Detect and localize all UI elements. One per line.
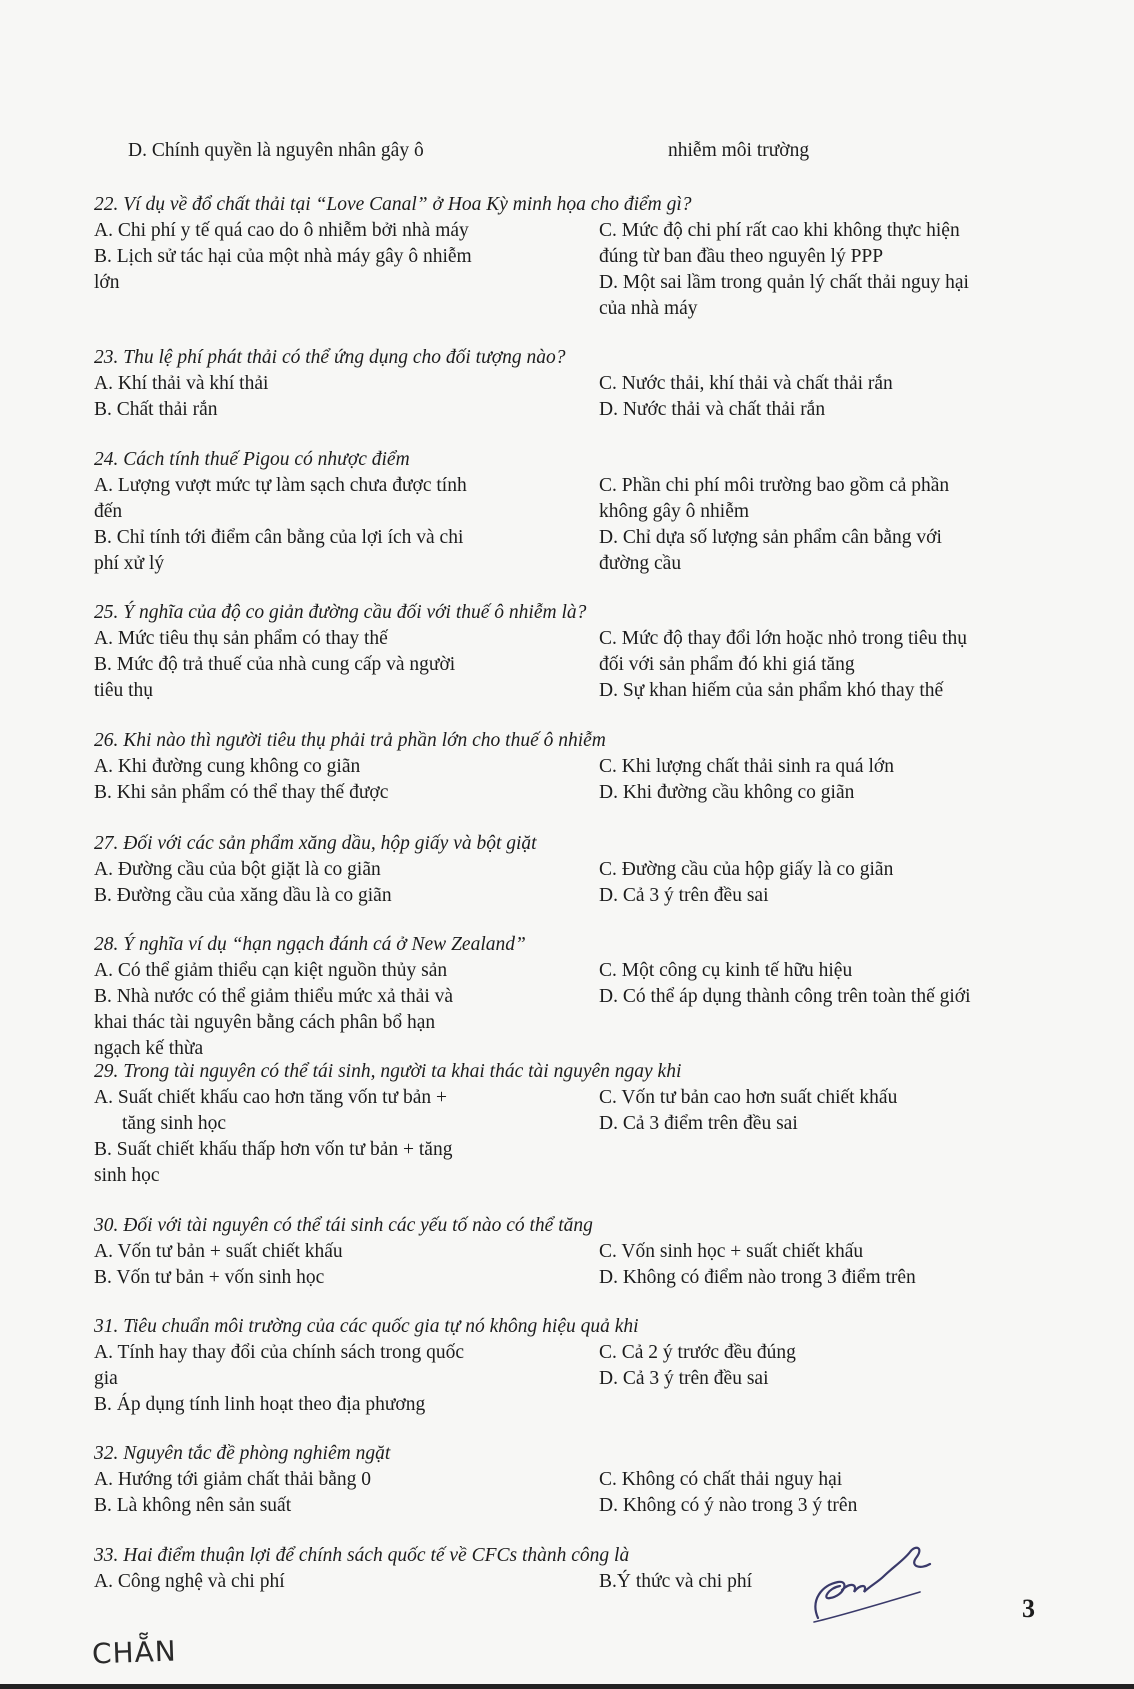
q26-left-1: B. Khi sản phẩm có thể thay thế được (94, 782, 389, 803)
q31-right-0: C. Cả 2 ý trước đều đúng (599, 1342, 796, 1363)
q27-left-1: B. Đường cầu của xăng dầu là co giãn (94, 885, 392, 906)
q28-right-0: C. Một công cụ kinh tế hữu hiệu (599, 960, 853, 981)
q24-right-3: đường cầu (599, 553, 682, 574)
q28-right-1: D. Có thể áp dụng thành công trên toàn thế giới (599, 986, 971, 1007)
q30-right-0: C. Vốn sinh học + suất chiết khấu (599, 1241, 864, 1262)
question-22-text: 22. Ví dụ về đổ chất thải tại “Love Canal” ở Hoa Kỳ minh họa cho điểm gì? (94, 194, 692, 215)
q25-left-1: B. Mức độ trả thuế của nhà cung cấp và người (94, 654, 456, 675)
q25-left-2: tiêu thụ (94, 680, 154, 701)
q29-right-1: D. Cả 3 điểm trên đều sai (599, 1113, 798, 1134)
q29-left-2: B. Suất chiết khấu thấp hơn vốn tư bản + tăng (94, 1139, 453, 1160)
q24-right-1: không gây ô nhiễm (599, 501, 750, 522)
q27-right-0: C. Đường cầu của hộp giấy là co giãn (599, 859, 894, 880)
q33-left-0: A. Công nghệ và chi phí (94, 1571, 285, 1592)
q29-left-1: tăng sinh học (122, 1113, 226, 1134)
q28-left-2: khai thác tài nguyên bằng cách phân bổ hạn (94, 1012, 436, 1033)
question-31-text: 31. Tiêu chuẩn môi trường của các quốc gia tự nó không hiệu quả khi (94, 1316, 639, 1337)
q30-right-1: D. Không có điểm nào trong 3 điểm trên (599, 1267, 916, 1288)
q23-left-1: B. Chất thải rắn (94, 399, 218, 420)
q29-left-0: A. Suất chiết khấu cao hơn tăng vốn tư bản + (94, 1087, 448, 1108)
q22-left-0: A. Chi phí y tế quá cao do ô nhiễm bởi nhà máy (94, 220, 469, 241)
question-29-text: 29. Trong tài nguyên có thể tái sinh, người ta khai thác tài nguyên ngay khi (94, 1061, 682, 1082)
q31-left-0: A. Tính hay thay đổi của chính sách trong quốc (94, 1342, 465, 1363)
q30-left-1: B. Vốn tư bản + vốn sinh học (94, 1267, 325, 1288)
question-28-text: 28. Ý nghĩa ví dụ “hạn ngạch đánh cá ở New Zealand” (94, 934, 526, 955)
q27-right-1: D. Cả 3 ý trên đều sai (599, 885, 769, 906)
q23-right-0: C. Nước thải, khí thải và chất thải rắn (599, 373, 893, 394)
q32-left-1: B. Là không nên sản suất (94, 1495, 292, 1516)
q28-left-3: ngạch kế thừa (94, 1038, 204, 1059)
intro-right: nhiễm môi trường (668, 140, 810, 161)
page-number: 3 (1022, 1594, 1035, 1623)
q28-left-0: A. Có thể giảm thiểu cạn kiệt nguồn thủy sản (94, 960, 448, 981)
q22-right-3: của nhà máy (599, 298, 698, 319)
question-26-text: 26. Khi nào thì người tiêu thụ phải trả phần lớn cho thuế ô nhiễm (94, 730, 606, 751)
q22-left-1: B. Lịch sử tác hại của một nhà máy gây ô nhiễm (94, 246, 472, 267)
q28-left-1: B. Nhà nước có thể giảm thiểu mức xả thải và (94, 986, 454, 1007)
question-30-text: 30. Đối với tài nguyên có thể tái sinh các yếu tố nào có thể tăng (94, 1215, 593, 1236)
q31-left-2: B. Áp dụng tính linh hoạt theo địa phương (94, 1394, 426, 1415)
q23-left-0: A. Khí thải và khí thải (94, 373, 269, 394)
q26-right-1: D. Khi đường cầu không co giãn (599, 782, 855, 803)
question-24-text: 24. Cách tính thuế Pigou có nhược điểm (94, 449, 410, 470)
q24-left-2: B. Chỉ tính tới điểm cân bằng của lợi ích và chi (94, 527, 464, 548)
q24-left-3: phí xử lý (94, 553, 165, 574)
q29-left-3: sinh học (94, 1165, 160, 1186)
q24-right-0: C. Phần chi phí môi trường bao gồm cả phần (599, 475, 950, 496)
q25-right-2: D. Sự khan hiếm của sản phẩm khó thay thế (599, 680, 944, 701)
q32-left-0: A. Hướng tới giảm chất thải bằng 0 (94, 1469, 372, 1490)
q22-right-2: D. Một sai lầm trong quản lý chất thải nguy hại (599, 272, 969, 293)
handwritten-note: CHẴN (91, 1634, 178, 1671)
q32-right-1: D. Không có ý nào trong 3 ý trên (599, 1495, 858, 1516)
q31-left-1: gia (94, 1368, 118, 1389)
q22-right-1: đúng từ ban đầu theo nguyên lý PPP (599, 246, 884, 267)
q25-right-1: đối với sản phẩm đó khi giá tăng (599, 654, 855, 675)
q31-right-1: D. Cả 3 ý trên đều sai (599, 1368, 769, 1389)
signature-icon (800, 1530, 940, 1630)
q25-right-0: C. Mức độ thay đổi lớn hoặc nhỏ trong tiêu thụ (599, 628, 968, 649)
question-32-text: 32. Nguyên tắc đề phòng nghiêm ngặt (94, 1443, 391, 1464)
question-27-text: 27. Đối với các sản phẩm xăng dầu, hộp giấy và bột giặt (94, 833, 537, 854)
question-23-text: 23. Thu lệ phí phát thải có thể ứng dụng cho đối tượng nào? (94, 347, 566, 368)
q23-right-1: D. Nước thải và chất thải rắn (599, 399, 826, 420)
q24-left-1: đến (94, 501, 123, 522)
q32-right-0: C. Không có chất thải nguy hại (599, 1469, 843, 1490)
q29-right-0: C. Vốn tư bản cao hơn suất chiết khấu (599, 1087, 898, 1108)
q22-left-2: lớn (94, 272, 120, 293)
q25-left-0: A. Mức tiêu thụ sản phẩm có thay thế (94, 628, 388, 649)
scan-edge (0, 1684, 1134, 1689)
q33-right-0: B.Ý thức và chi phí (599, 1571, 753, 1592)
question-33-text: 33. Hai điểm thuận lợi để chính sách quốc tế về CFCs thành công là (94, 1545, 630, 1566)
q24-right-2: D. Chỉ dựa số lượng sản phẩm cân bằng với (599, 527, 942, 548)
q27-left-0: A. Đường cầu của bột giặt là co giãn (94, 859, 381, 880)
q22-right-0: C. Mức độ chi phí rất cao khi không thực hiện (599, 220, 960, 241)
q30-left-0: A. Vốn tư bản + suất chiết khấu (94, 1241, 343, 1262)
question-25-text: 25. Ý nghĩa của độ co giản đường cầu đối với thuế ô nhiễm là? (94, 602, 587, 623)
q26-right-0: C. Khi lượng chất thải sinh ra quá lớn (599, 756, 894, 777)
q24-left-0: A. Lượng vượt mức tự làm sạch chưa được tính (94, 475, 467, 496)
intro-left: D. Chính quyền là nguyên nhân gây ô (128, 140, 424, 161)
q26-left-0: A. Khi đường cung không co giãn (94, 756, 361, 777)
